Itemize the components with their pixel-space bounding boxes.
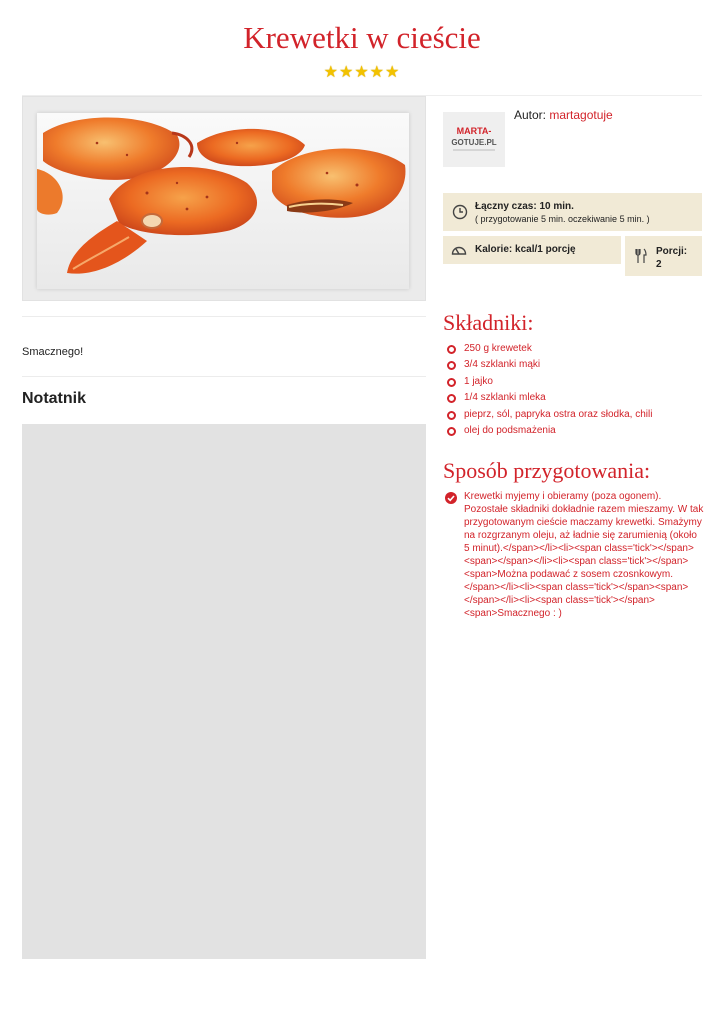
rating-stars[interactable] xyxy=(0,62,724,82)
ingredients-heading: Składniki: xyxy=(443,310,534,335)
bullet-icon xyxy=(447,378,456,387)
calories: Kalorie: kcal/1 porcję xyxy=(475,244,576,255)
ingredient-item: olej do podsmażenia xyxy=(443,424,652,440)
ingredient-item: pieprz, sól, papryka ostra oraz słodka, chili xyxy=(443,408,652,424)
notebook-area[interactable] xyxy=(22,424,426,959)
portions-label: Porcji: xyxy=(656,246,688,257)
step-text: Krewetki myjemy i obieramy (poza ogonem). Pozostałe składniki dokładnie razem mieszamy. W tak przygotowanym cieście maczamy krewetki. Smażymy na rozgrzanym oleju, aż ładnie się zarumienią (około 5 minut).</span></li><li><span class='tick'></span><span></span></li><li><span class='tick'></span><span>Można podawać z sosem czosnkowym.</span></li><li><span class='tick'></span><span></span></li><li><span class='tick'></span><span>Smacznego : ) xyxy=(464,491,704,619)
portions-value: 2 xyxy=(656,259,662,270)
recipe-photo-frame xyxy=(22,96,426,301)
notebook-title: Notatnik xyxy=(22,390,86,407)
bullet-icon xyxy=(447,411,456,420)
author-label: Autor: xyxy=(514,108,547,122)
clock-icon xyxy=(452,204,468,225)
divider xyxy=(22,316,426,317)
star-icon[interactable]: ★ xyxy=(323,64,339,81)
check-icon xyxy=(445,492,457,504)
author-line xyxy=(514,108,613,122)
ingredients-list xyxy=(443,342,652,440)
star-icon[interactable]: ★ xyxy=(369,64,386,81)
portions-box xyxy=(625,236,702,276)
author-link[interactable]: martagotuje xyxy=(549,108,613,122)
star-icon[interactable]: ★ xyxy=(338,64,355,81)
total-time-box xyxy=(443,193,702,231)
time-detail: ( przygotowanie 5 min. oczekiwanie 5 min. ) xyxy=(475,214,650,224)
cutlery-icon xyxy=(635,248,647,269)
preparation-heading: Sposób przygotowania: xyxy=(443,458,651,483)
star-icon[interactable]: ★ xyxy=(354,64,370,81)
bullet-icon xyxy=(447,427,456,436)
ingredient-item: 1/4 szklanki mleka xyxy=(443,391,652,407)
portions xyxy=(656,245,687,271)
ingredient-item: 1 jajko xyxy=(443,375,652,391)
bullet-icon xyxy=(447,361,456,370)
ingredient-item: 250 g krewetek xyxy=(443,342,652,358)
preparation-steps xyxy=(443,490,705,620)
step-item xyxy=(443,490,705,620)
logo-text-bottom: GOTUJE.PL xyxy=(451,138,497,147)
divider xyxy=(22,376,426,377)
bullet-icon xyxy=(447,394,456,403)
logo-text-top: MARTA- xyxy=(456,126,492,136)
closing-note: Smacznego! xyxy=(22,346,84,358)
ingredient-item: 3/4 szklanki mąki xyxy=(443,358,652,374)
recipe-title: Krewetki w cieście xyxy=(243,20,481,55)
star-icon[interactable]: ★ xyxy=(385,64,401,81)
gauge-icon xyxy=(451,242,467,261)
recipe-photo xyxy=(37,113,409,289)
author-logo[interactable] xyxy=(443,112,505,167)
total-time: Łączny czas: 10 min. xyxy=(475,201,574,212)
calories-box xyxy=(443,236,621,264)
bullet-icon xyxy=(447,345,456,354)
